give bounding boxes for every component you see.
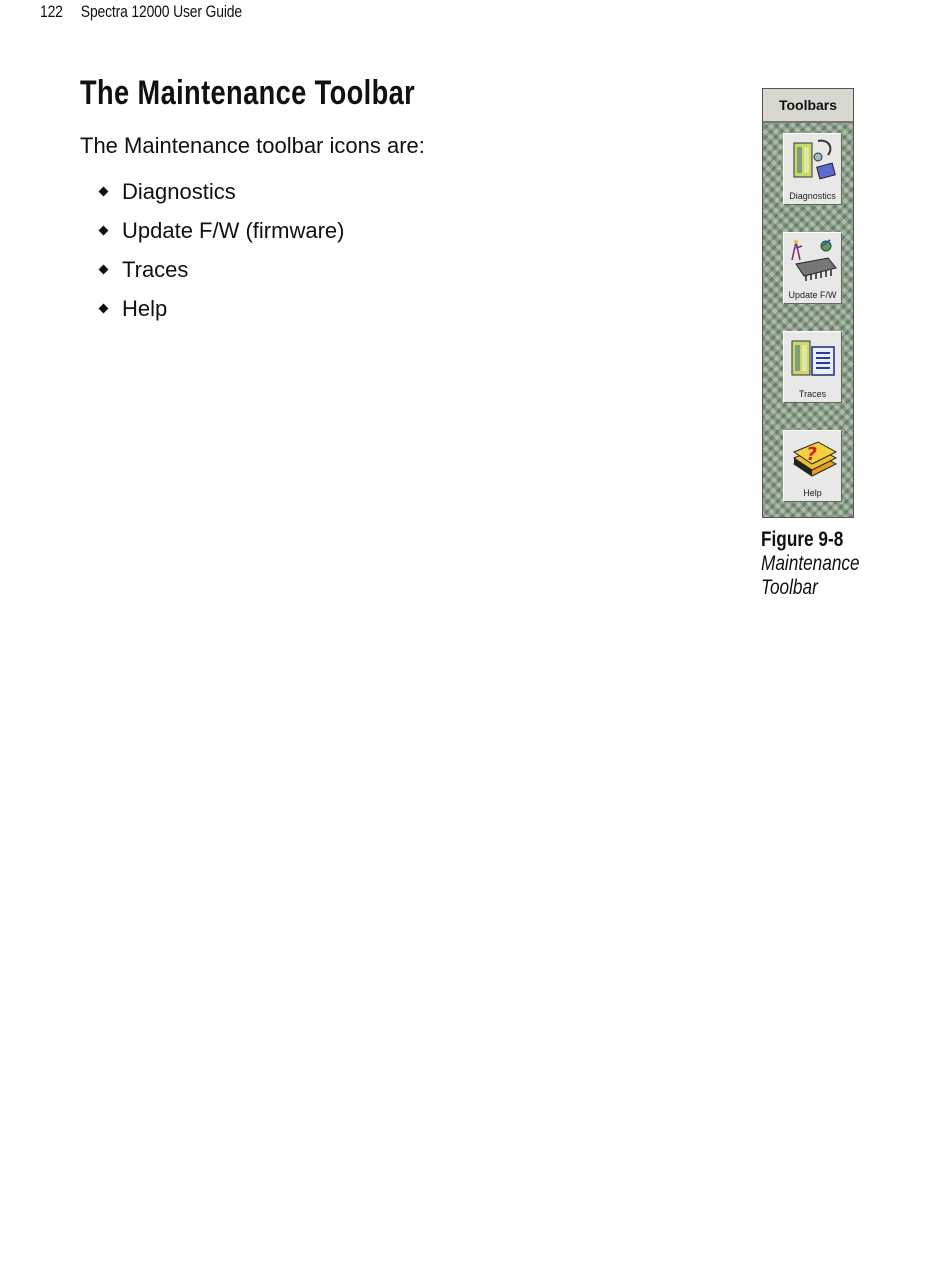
maintenance-toolbar bbox=[762, 88, 854, 518]
help-button[interactable] bbox=[783, 430, 842, 502]
chip-update-icon bbox=[788, 236, 840, 288]
traces-button[interactable] bbox=[783, 331, 842, 403]
figure-title: Maintenance Toolbar bbox=[761, 552, 860, 599]
help-label: Help bbox=[803, 488, 822, 498]
update-fw-label: Update F/W bbox=[788, 290, 837, 300]
diagnostics-button[interactable] bbox=[783, 133, 842, 205]
bullet-diamond-icon bbox=[99, 304, 109, 314]
bullet-diamond-icon bbox=[99, 226, 109, 236]
bullet-diamond-icon bbox=[99, 265, 109, 275]
list-item: Help bbox=[100, 289, 344, 328]
toolbar-header: Toolbars bbox=[763, 89, 853, 123]
book-title: Spectra 12000 User Guide bbox=[80, 2, 242, 21]
update-fw-button[interactable] bbox=[783, 232, 842, 304]
intro-text: The Maintenance toolbar icons are: bbox=[80, 133, 425, 158]
page-number: 122 bbox=[40, 2, 63, 21]
figure-caption bbox=[761, 528, 871, 600]
figure-number: Figure 9-8 bbox=[761, 528, 844, 551]
traces-label: Traces bbox=[798, 389, 827, 399]
diagnostics-icon bbox=[788, 137, 840, 189]
running-head bbox=[40, 2, 242, 22]
list-item: Diagnostics bbox=[100, 172, 344, 211]
diagnostics-label: Diagnostics bbox=[789, 191, 836, 201]
traces-icon bbox=[788, 335, 840, 387]
bullet-diamond-icon bbox=[99, 187, 109, 197]
svg-text:?: ? bbox=[804, 444, 819, 465]
section-title: The Maintenance Toolbar bbox=[80, 74, 416, 112]
list-item: Update F/W (firmware) bbox=[100, 211, 344, 250]
help-book-icon bbox=[788, 434, 840, 486]
icon-list bbox=[100, 172, 344, 328]
list-item: Traces bbox=[100, 250, 344, 289]
